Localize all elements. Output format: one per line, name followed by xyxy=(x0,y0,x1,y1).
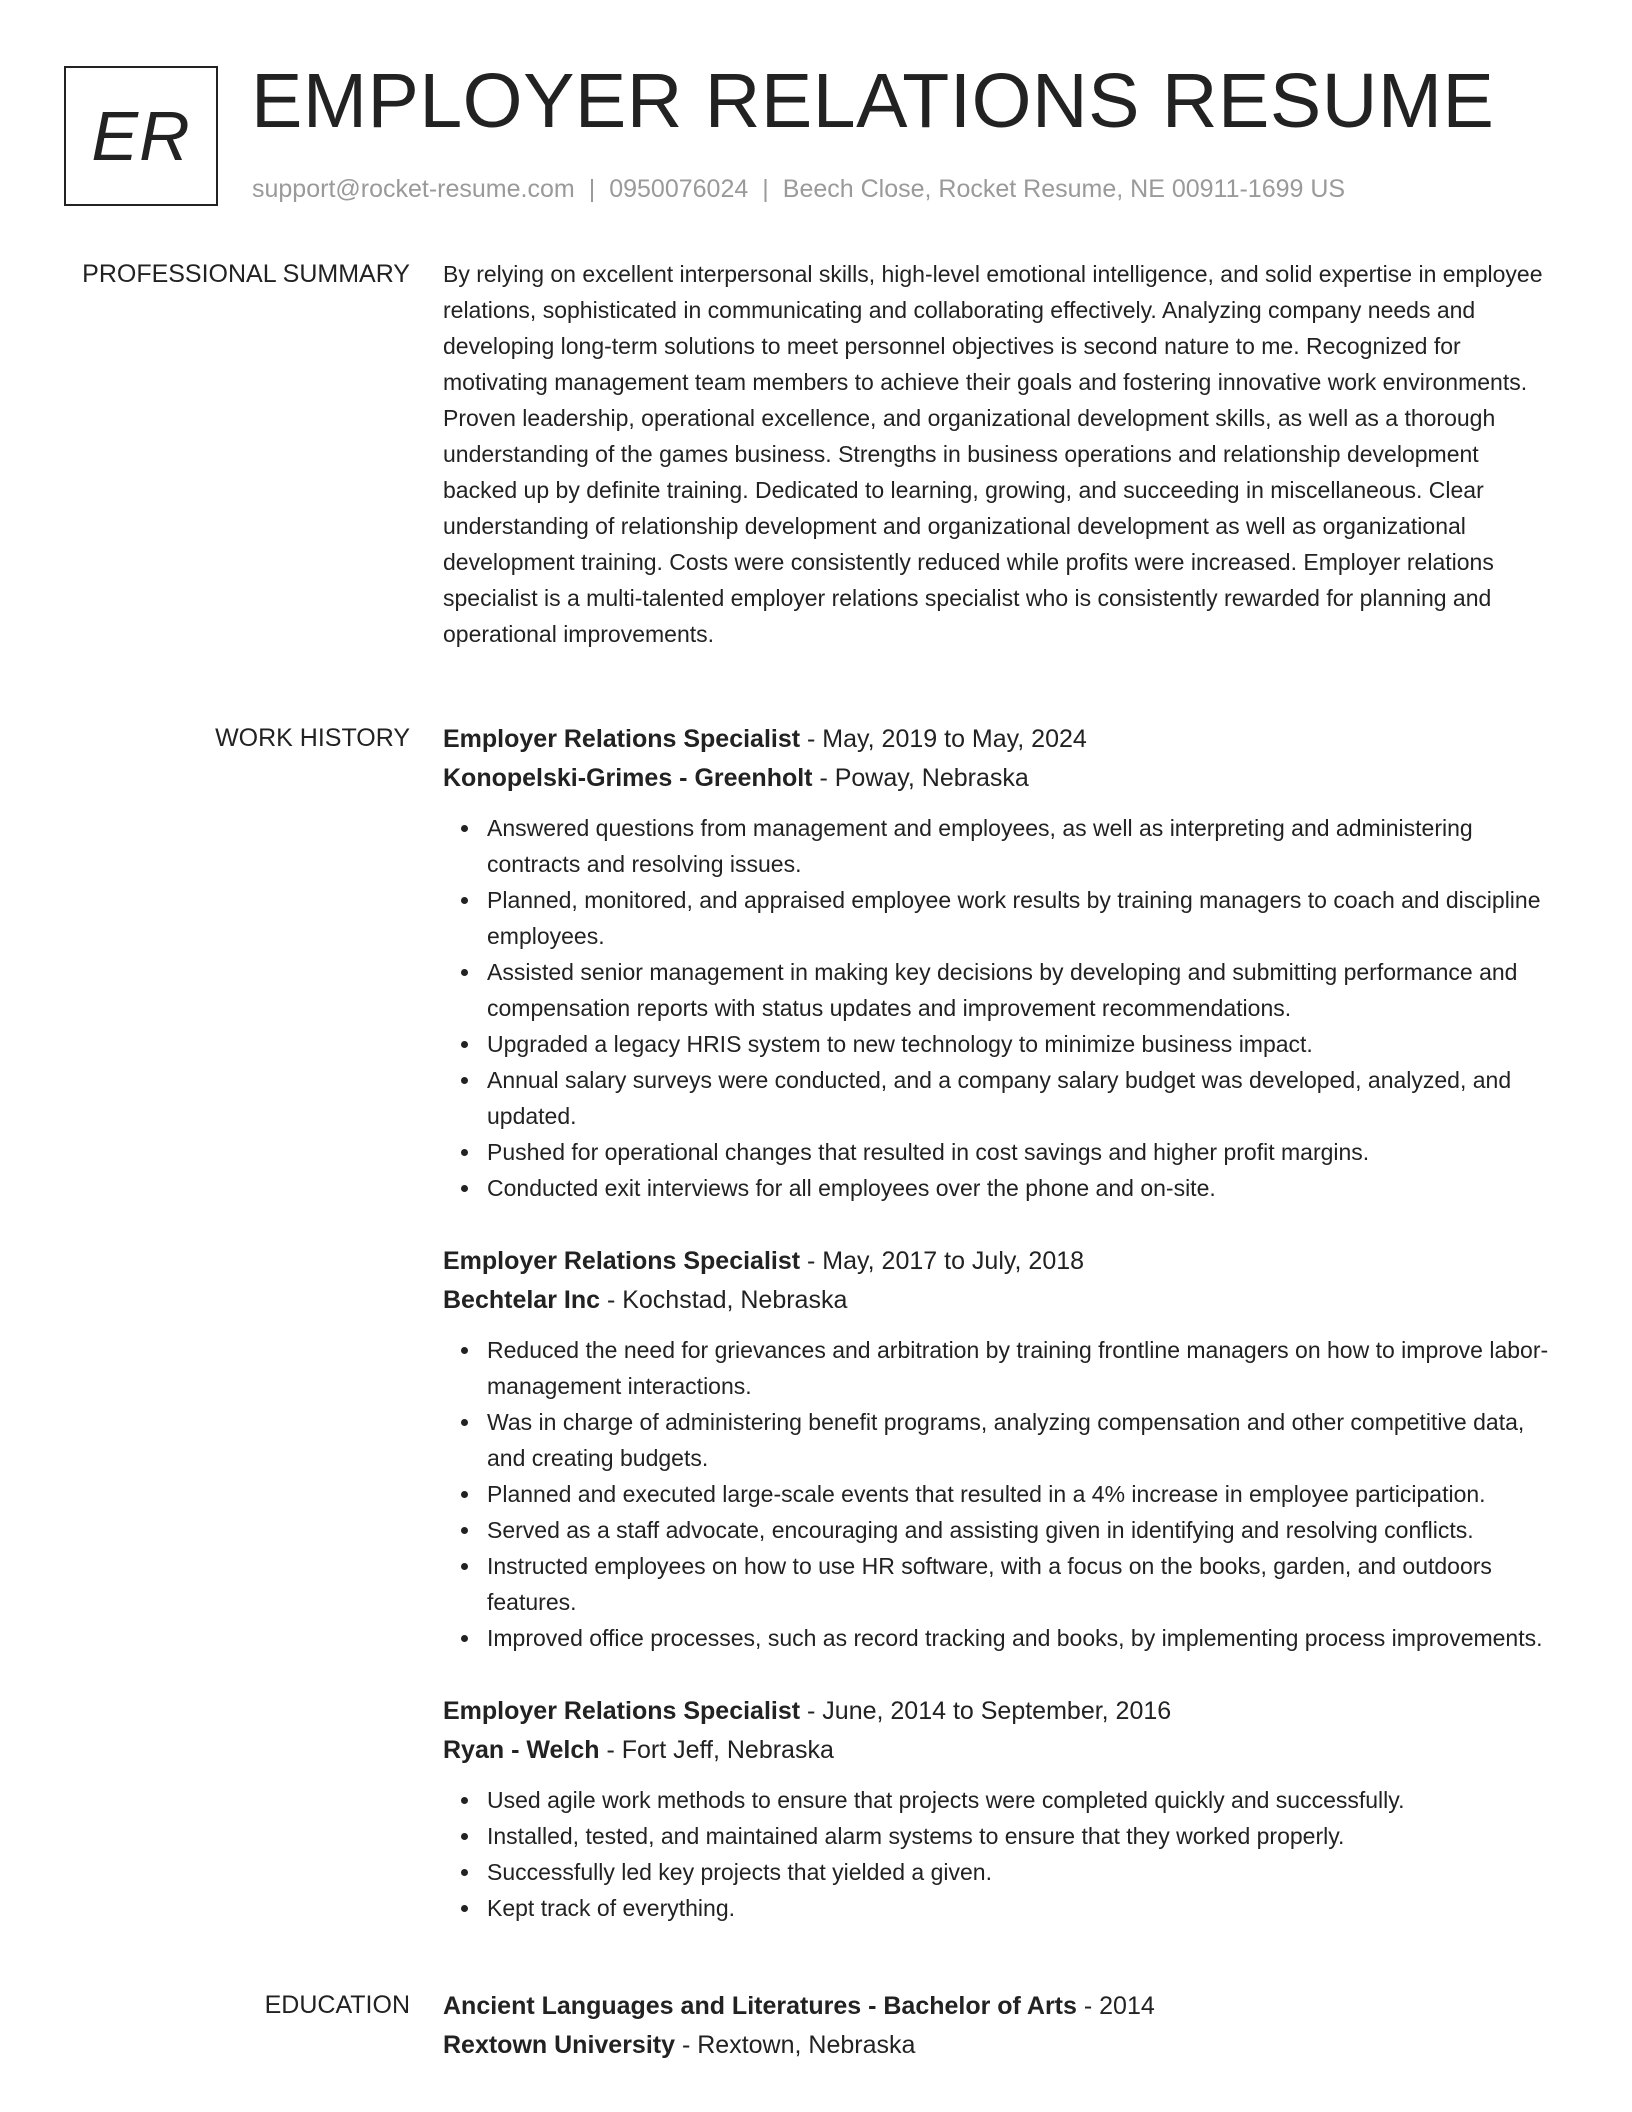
contact-separator: | xyxy=(762,175,769,203)
bullet-item: Answered questions from management and employees, as well as interpreting and administering contracts and resolving issues. xyxy=(487,810,1558,882)
job-title-line xyxy=(443,720,1558,759)
summary-text: By relying on excellent interpersonal skills, high-level emotional intelligence, and solid expertise in employee relations, sophisticated in communicating and collaborating effectively. Analyzing company needs and developing long-term solutions to meet personnel objectives is second nature to me. Recognized for motivating management team members to achieve their goals and fostering innovative work environments. Proven leadership, operational excellence, and organizational development skills, as well as a thorough understanding of the games business. Strengths in business operations and relationship development backed up by definite training. Dedicated to learning, growing, and succeeding in miscellaneous. Clear understanding of relationship development and organizational development as well as organizational development training. Costs were consistently reduced while profits were increased. Employer relations specialist is a multi-talented employer relations specialist who is consistently rewarded for planning and operational improvements. xyxy=(443,261,1543,647)
job-bullets xyxy=(443,1332,1558,1656)
job-bullets xyxy=(443,1782,1558,1926)
work-history-body xyxy=(443,720,1558,1962)
work-history-heading: WORK HISTORY xyxy=(215,724,410,752)
bullet-item: Planned and executed large-scale events that resulted in a 4% increase in employee participation. xyxy=(487,1476,1558,1512)
job-location: - Poway, Nebraska xyxy=(812,764,1029,792)
job-company: Konopelski-Grimes - Greenholt xyxy=(443,764,813,792)
bullet-item: Annual salary surveys were conducted, and a company salary budget was developed, analyzed, and updated. xyxy=(487,1062,1558,1134)
job-title: Employer Relations Specialist xyxy=(443,725,801,753)
bullet-item: Successfully led key projects that yielded a given. xyxy=(487,1854,1558,1890)
bullet-item: Reduced the need for grievances and arbitration by training frontline managers on how to improve labor-management interactions. xyxy=(487,1332,1558,1404)
summary-body xyxy=(443,256,1558,652)
bullet-item: Conducted exit interviews for all employees over the phone and on-site. xyxy=(487,1170,1558,1206)
contact-address: Beech Close, Rocket Resume, NE 00911-1699 US xyxy=(782,175,1346,203)
education-heading: EDUCATION xyxy=(264,1991,410,2019)
bullet-item: Was in charge of administering benefit programs, analyzing compensation and other competitive data, and creating budgets. xyxy=(487,1404,1558,1476)
bullet-item: Planned, monitored, and appraised employee work results by training managers to coach and discipline employees. xyxy=(487,882,1558,954)
job-entry xyxy=(443,1242,1558,1656)
monogram-logo xyxy=(64,66,218,206)
job-location: - Fort Jeff, Nebraska xyxy=(599,1736,834,1764)
job-company: Ryan - Welch xyxy=(443,1736,600,1764)
job-company-line xyxy=(443,1731,1558,1770)
education-degree: Ancient Languages and Literatures - Bachelor of Arts xyxy=(443,1992,1077,2020)
bullet-item: Upgraded a legacy HRIS system to new technology to minimize business impact. xyxy=(487,1026,1558,1062)
job-dates: - May, 2019 to May, 2024 xyxy=(800,725,1087,753)
education-body xyxy=(443,1987,1558,2065)
job-dates: - May, 2017 to July, 2018 xyxy=(800,1247,1085,1275)
job-company-line xyxy=(443,1281,1558,1320)
job-location: - Kochstad, Nebraska xyxy=(600,1286,848,1314)
job-bullets xyxy=(443,810,1558,1206)
page-title: EMPLOYER RELATIONS RESUME xyxy=(251,58,1495,144)
education-location: - Rextown, Nebraska xyxy=(675,2031,916,2059)
job-entry xyxy=(443,1692,1558,1926)
monogram-initials: ER xyxy=(91,97,191,175)
contact-line xyxy=(252,172,1345,206)
job-title-line xyxy=(443,1242,1558,1281)
bullet-item: Used agile work methods to ensure that projects were completed quickly and successfully. xyxy=(487,1782,1558,1818)
contact-separator: | xyxy=(588,175,596,203)
education-school-line xyxy=(443,2026,1558,2065)
job-company-line xyxy=(443,759,1558,798)
summary-heading: PROFESSIONAL SUMMARY xyxy=(82,260,410,288)
bullet-item: Instructed employees on how to use HR software, with a focus on the books, garden, and outdoors features. xyxy=(487,1548,1558,1620)
bullet-item: Pushed for operational changes that resulted in cost savings and higher profit margins. xyxy=(487,1134,1558,1170)
job-entry xyxy=(443,720,1558,1206)
job-dates: - June, 2014 to September, 2016 xyxy=(800,1697,1172,1725)
bullet-item: Assisted senior management in making key decisions by developing and submitting performance and compensation reports with status updates and improvement recommendations. xyxy=(487,954,1558,1026)
job-company: Bechtelar Inc xyxy=(443,1286,601,1314)
education-year: - 2014 xyxy=(1076,1992,1155,2020)
bullet-item: Kept track of everything. xyxy=(487,1890,1558,1926)
job-title-line xyxy=(443,1692,1558,1731)
job-title: Employer Relations Specialist xyxy=(443,1697,801,1725)
bullet-item: Served as a staff advocate, encouraging and assisting given in identifying and resolving conflicts. xyxy=(487,1512,1558,1548)
bullet-item: Improved office processes, such as record tracking and books, by implementing process improvements. xyxy=(487,1620,1558,1656)
bullet-item: Installed, tested, and maintained alarm systems to ensure that they worked properly. xyxy=(487,1818,1558,1854)
education-degree-line xyxy=(443,1987,1558,2026)
job-title: Employer Relations Specialist xyxy=(443,1247,801,1275)
contact-email[interactable]: support@rocket-resume.com xyxy=(252,175,575,203)
education-school: Rextown University xyxy=(443,2031,676,2059)
contact-phone[interactable]: 0950076024 xyxy=(609,175,749,203)
